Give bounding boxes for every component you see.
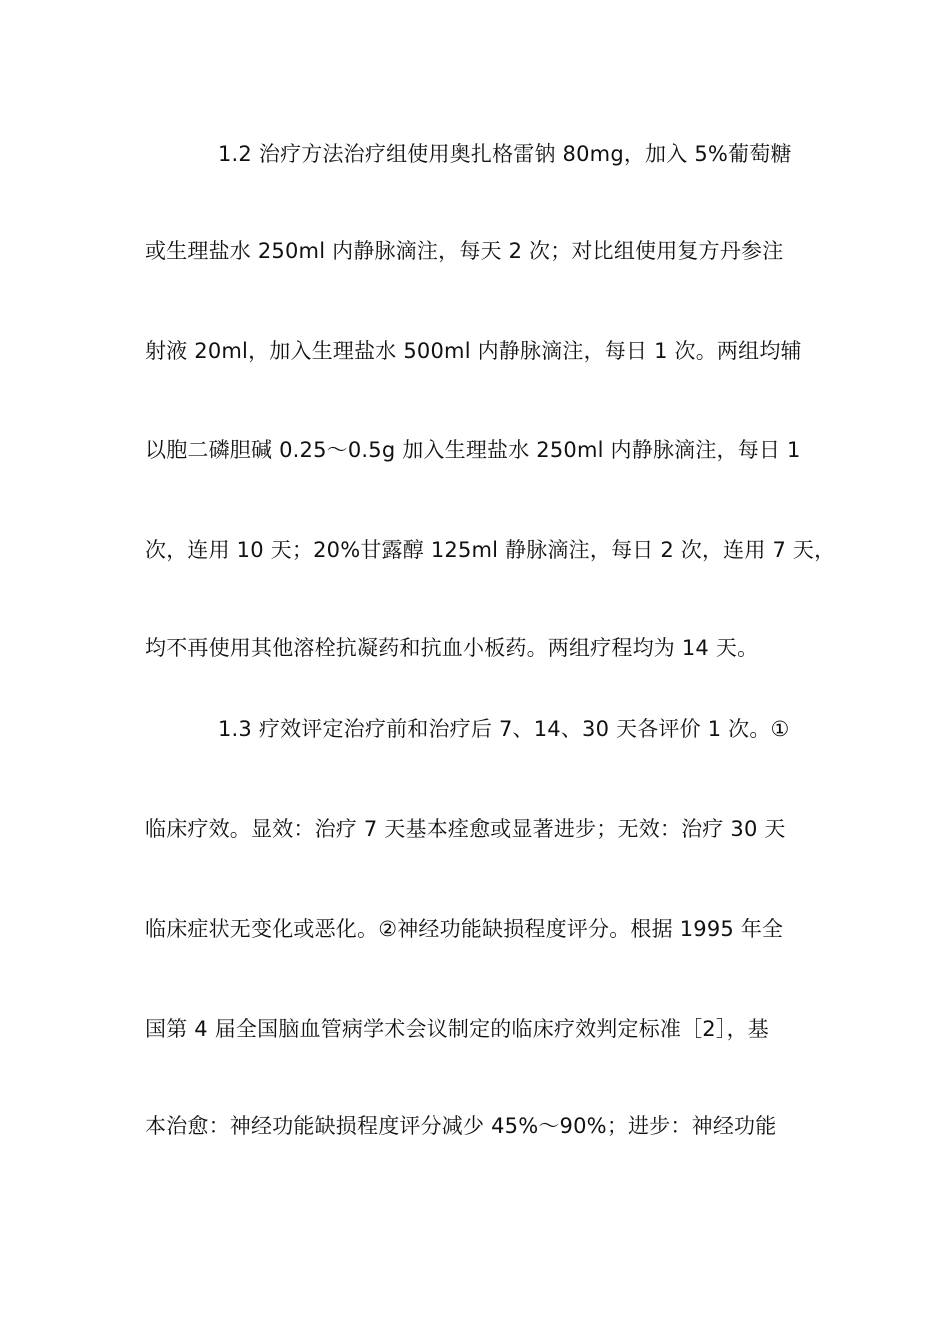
text-line: 以胞二磷胆碱 0.25～0.5g 加入生理盐水 250ml 内静脉滴注，每日 1 (145, 438, 801, 462)
text-line: 本治愈：神经功能缺损程度评分减少 45%～90%；进步：神经功能 (145, 1114, 777, 1138)
text-line: 国第 4 届全国脑血管病学术会议制定的临床疗效判定标准［2］，基 (145, 1017, 769, 1041)
text-line: 1.2 治疗方法治疗组使用奥扎格雷钠 80mg，加入 5%葡萄糖 (218, 142, 792, 166)
text-line: 均不再使用其他溶栓抗凝药和抗血小板药。两组疗程均为 14 天。 (145, 636, 759, 660)
text-line: 临床疗效。显效：治疗 7 天基本痊愈或显著进步；无效：治疗 30 天 (145, 817, 786, 841)
text-line: 射液 20ml，加入生理盐水 500ml 内静脉滴注，每日 1 次。两组均辅 (145, 339, 802, 363)
text-line: 1.3 疗效评定治疗前和治疗后 7、14、30 天各评价 1 次。① (218, 717, 790, 741)
text-line: 次，连用 10 天；20%甘露醇 125ml 静脉滴注，每日 2 次，连用 7 天， (145, 538, 836, 562)
text-line: 或生理盐水 250ml 内静脉滴注，每天 2 次；对比组使用复方丹参注 (145, 239, 784, 263)
text-line: 临床症状无变化或恶化。②神经功能缺损程度评分。根据 1995 年全 (145, 917, 784, 941)
